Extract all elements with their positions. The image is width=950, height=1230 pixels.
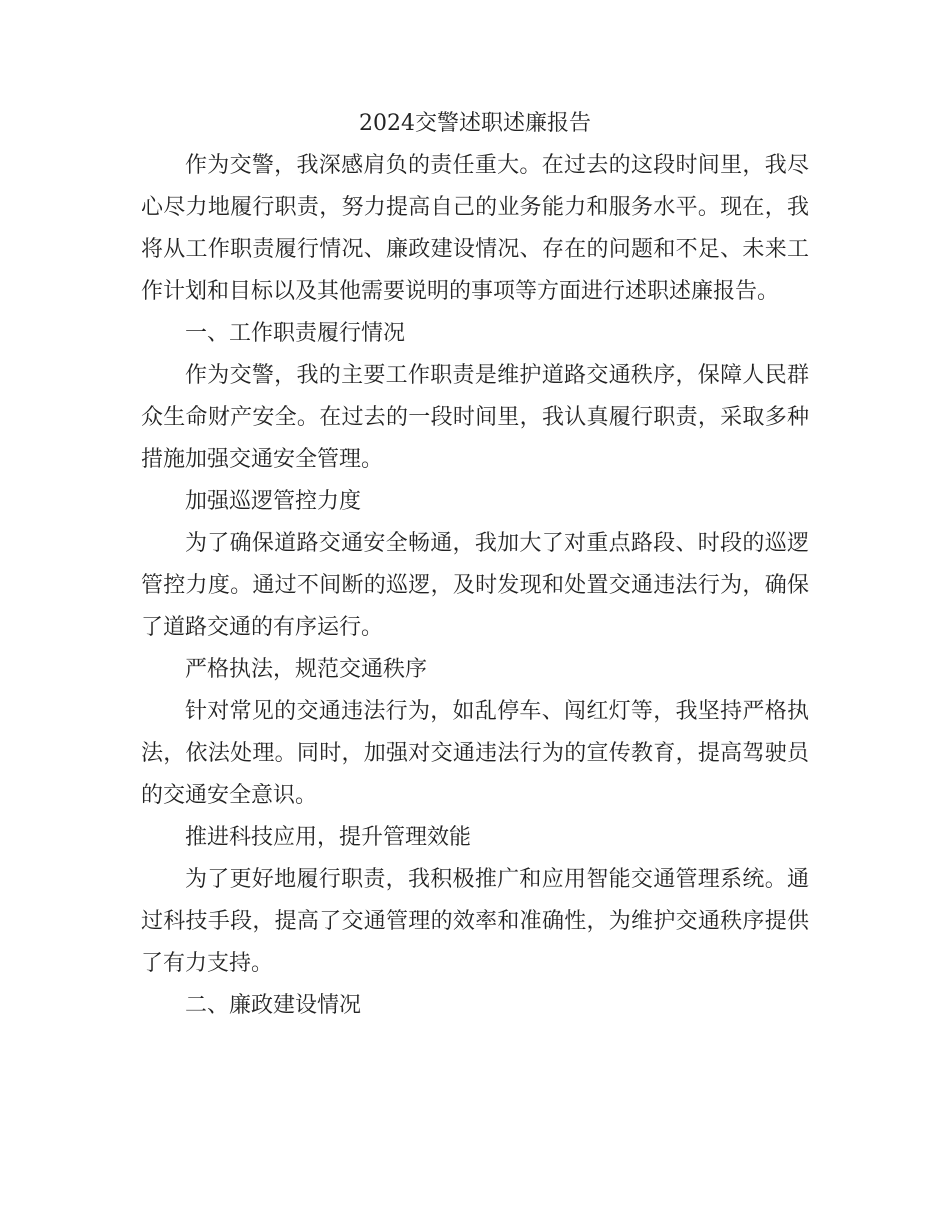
technology-paragraph: 为了更好地履行职责，我积极推广和应用智能交通管理系统。通过科技手段，提高了交通管理的效率和准确性，为维护交通秩序提供了有力支持。 [141,867,809,976]
duty-paragraph: 作为交警，我的主要工作职责是维护道路交通秩序，保障人民群众生命财产安全。在过去的一段时间里，我认真履行职责，采取多种措施加强交通安全管理。 [141,363,809,472]
section-heading-integrity: 二、廉政建设情况 [185,993,362,1018]
subheading-technology: 推进科技应用，提升管理效能 [185,825,472,850]
enforcement-paragraph: 针对常见的交通违法行为，如乱停车、闯红灯等，我坚持严格执法，依法处理。同时，加强对交通违法行为的宣传教育，提高驾驶员的交通安全意识。 [141,699,809,808]
document-title: 2024交警述职述廉报告 [359,111,591,136]
subheading-enforcement: 严格执法，规范交通秩序 [185,657,428,682]
document-body [141,103,809,1027]
subheading-patrol: 加强巡逻管控力度 [185,489,362,514]
section-heading-duty: 一、工作职责履行情况 [185,321,406,346]
intro-paragraph: 作为交警，我深感肩负的责任重大。在过去的这段时间里，我尽心尽力地履行职责，努力提高自己的业务能力和服务水平。现在，我将从工作职责履行情况、廉政建设情况、存在的问题和不足、未来工作计划和目标以及其他需要说明的事项等方面进行述职述廉报告。 [141,153,809,304]
patrol-paragraph: 为了确保道路交通安全畅通，我加大了对重点路段、时段的巡逻管控力度。通过不间断的巡逻，及时发现和处置交通违法行为，确保了道路交通的有序运行。 [141,531,809,640]
